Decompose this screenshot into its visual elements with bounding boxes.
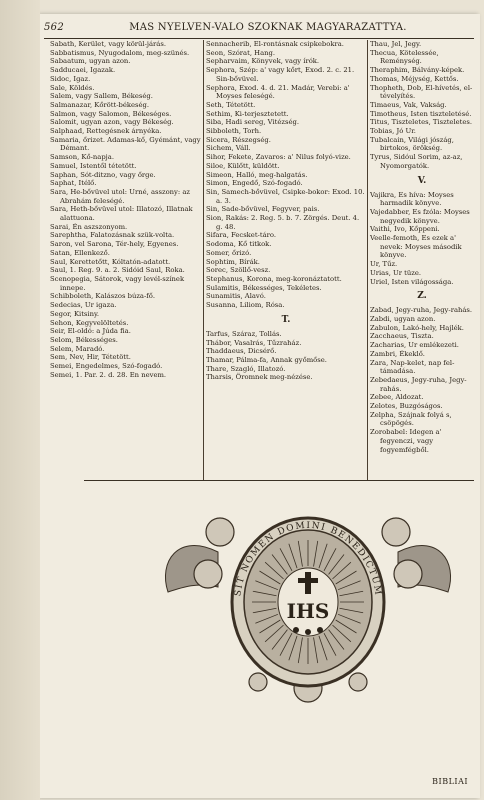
glossary-entry: Sion, Rakás: 2. Reg. 5. b. 7. Zörgés. Deut. 4. g. 48. — [206, 214, 360, 231]
glossary-entry: Thamar, Pálma-fa, Annak győmőse. — [206, 355, 327, 364]
glossary-entry: Zacchaeus, Tiszta. — [370, 332, 434, 341]
glossary-entry: Sichem, Váll. — [206, 144, 251, 153]
glossary-entry: Urias, Ur tüze. — [370, 268, 422, 277]
glossary-entry: Zorobabel: Idegen a' fegyenczi, vagy fogyemfégből. — [370, 428, 442, 454]
glossary-entry: Samaria, őrizet. Adamas-kő, Gyémánt, vagy Démant. — [50, 135, 201, 153]
book-page — [40, 14, 480, 798]
glossary-entry: Thaddaeus, Dicsérő. — [206, 347, 277, 356]
glossary-entry: Sephora, Szép: a' vagy kőrt, Exod. 2. c. 21. Sin-bővüvel. — [206, 66, 355, 83]
glossary-entry: Timotheus, Isten tiszteletésé. — [370, 109, 472, 118]
glossary-entry: Theraphim, Bálvány-képek. — [370, 66, 465, 75]
glossary-entry: Uriel, Isten világossága. — [370, 277, 454, 286]
glossary-entry: Sabaatum, ugyan azon. — [50, 57, 131, 66]
glossary-entry: Tobias, Jó Ur. — [370, 127, 416, 136]
glossary-entry: Saphan, Sót-ditzno, vagy őrge. — [50, 170, 156, 179]
glossary-entry: Scenopegia, Sátorok, vagy levél-színek innepe. — [50, 274, 185, 292]
glossary-entry: Satan, Ellenkező. — [50, 248, 110, 257]
glossary-entry: Vajedabber, Es fzóla: Moyses negyedik könyve. — [370, 207, 470, 225]
glossary-entry: Sin, Samech-bővüvel, Csipke-bokor: Exod. 10. a. 3. — [206, 187, 365, 205]
glossary-entry: Zebedaeus, Jegy-ruha, Jegy-rahás. — [370, 375, 467, 393]
glossary-entry: Zara, Nap-kelet, nap fel-támadása. — [370, 358, 455, 376]
glossary-entry: Semei, Engedelmes, Szó-fogadó. — [50, 362, 163, 371]
glossary-entry: Sabbatismus, Nyugodalom, meg-szünés. — [50, 48, 190, 57]
glossary-entry: Sehon, Kegyvelöltetés. — [50, 318, 129, 327]
glossary-entry: Sara, Heth-bővüvel utol: Illatozó, Illatnak alattuona. — [50, 205, 193, 223]
running-title: MAS NYELVEN-VALO SZOKNAK MAGYARAZATTYA. — [129, 22, 407, 33]
glossary-entry: Sidoc, Igaz. — [50, 74, 91, 83]
glossary-entry: Samson, Kő-napja. — [50, 153, 114, 162]
glossary-entry: Saphat, Itélő. — [50, 179, 97, 188]
glossary-entry: Thecua, Kötelessée, Reménység. — [370, 48, 439, 66]
header-rule — [44, 38, 474, 39]
glossary-entry: Seir, El-oldó: a Júda fia. — [50, 327, 131, 336]
section-letter: Z. — [417, 291, 427, 302]
column-3 — [370, 40, 474, 454]
glossary-entry: Tharsis, Öromnek meg-nézése. — [206, 373, 313, 382]
glossary-entry: Samuel, Istentől tétetött. — [50, 161, 137, 170]
glossary-entry: Zelpha, Szájnak folyá s, csöpögés. — [370, 410, 452, 428]
glossary-entry: Salomit, ugyan azon, vagy Békeség. — [50, 118, 174, 127]
section-letter: V. — [417, 175, 427, 186]
glossary-entry: Siba, Hadi sereg, Vitézség. — [206, 118, 299, 127]
glossary-entry: Sorec, Szöllő-vesz. — [206, 266, 271, 275]
column-divider — [203, 40, 204, 480]
glossary-entry: Vajikra, Es híva: Moyses harmadik könyve. — [370, 190, 454, 208]
glossary-entry: Salem, vagy Sallem, Békeség. — [50, 92, 153, 101]
glossary-entry: Saul, 1. Reg. 9. a. 2. Sidóid Saul, Roka. — [50, 266, 185, 275]
glossary-entry: Salphaad, Rettegésnek árnyéka. — [50, 127, 162, 136]
glossary-entry: Seon, Szórat, Hang. — [206, 48, 276, 57]
glossary-entry: Sunamitis, Alavó. — [206, 292, 266, 301]
glossary-entry: Schibboleth, Kalászos búza-fő. — [50, 292, 156, 301]
glossary-entry: Saul, Kerettetőtt, Kóltatón-adatott. — [50, 257, 171, 266]
glossary-entry: Sicera, Részegség. — [206, 135, 271, 144]
glossary-entry: Simon, Engedő, Szó-fogadó. — [206, 179, 303, 188]
glossary-entry: Sedecias, Ur igaza. — [50, 301, 117, 310]
glossary-columns — [48, 40, 474, 480]
glossary-entry: Sulamitis, Békességes, Tekéletes. — [206, 283, 322, 292]
glossary-entry: Selem, Maradó. — [50, 344, 105, 353]
glossary-entry: Sibboleth, Torh. — [206, 127, 262, 136]
column-2 — [206, 40, 366, 382]
glossary-entry: Salmanazar, Kőrött-békeség. — [50, 100, 150, 109]
running-header — [44, 22, 470, 36]
glossary-entry: Sarephtha, Falatozásnak szük-volta. — [50, 231, 175, 240]
column-1 — [50, 40, 202, 379]
page-number: 562 — [44, 22, 64, 33]
glossary-entry: Veelle-femoth, Es ezek a' nevek: Moyses második könyve. — [370, 234, 462, 260]
catchword: BIBLIAI — [432, 777, 468, 786]
glossary-entry: Vaithi, Ivo, Kőppeni. — [370, 225, 440, 234]
glossary-entry: Sennacherib, El-rontásnak csipkebokra. — [206, 40, 344, 48]
glossary-entry: Ur, Tűz. — [370, 260, 398, 269]
bottom-rule — [84, 480, 474, 481]
glossary-entry: Sabath, Kerület, vagy körül-járás. — [50, 40, 166, 48]
glossary-entry: Zabad, Jegy-ruha, Jegy-rahás. — [370, 306, 473, 315]
glossary-entry: Sethim, Ki-terjesztetett. — [206, 109, 289, 118]
glossary-entry: Timaeus, Vak, Vakság. — [370, 100, 447, 109]
section-letter: T. — [281, 314, 291, 325]
glossary-entry: Thopheth, Dob, El-hívetés, el-tévelyítés. — [370, 83, 473, 101]
glossary-entry: Titus, Tiszteletes, Tiszteletes. — [370, 118, 473, 127]
glossary-entry: Semei, 1. Par. 2. d. 28. En nevem. — [50, 370, 167, 379]
glossary-entry: Stephanus, Korona, meg-koronáztatott. — [206, 274, 342, 283]
emblem-motto: SIT NOMEN DOMINI BENEDICTUM — [233, 520, 383, 597]
glossary-entry: Sifara, Fecsket-táro. — [206, 231, 277, 240]
glossary-entry: Zambri, Ékeklő. — [370, 349, 425, 358]
glossary-entry: Tarfus, Száraz, Tollás. — [206, 329, 282, 338]
glossary-entry: Saron, vel Sarona, Tér-hely, Egyenes. — [50, 240, 179, 249]
glossary-entry: Thau, Jel, Jegy. — [370, 40, 422, 48]
glossary-entry: Zelotes, Buzgóságos. — [370, 402, 443, 411]
glossary-entry: Sem, Nev, Hir, Tétetött. — [50, 353, 131, 362]
glossary-entry: Sadducaei, Igazak. — [50, 66, 116, 75]
glossary-entry: Sale, Köldés. — [50, 83, 95, 92]
glossary-entry: Siloe, Külőtt, küldött. — [206, 161, 280, 170]
glossary-entry: Zebee, Aldozat. — [370, 393, 424, 402]
glossary-entry: Sophtim, Bírák. — [206, 257, 260, 266]
glossary-entry: Sara, He-bővüvel utol: Urné, asszony: az Abrahám feleségé. — [50, 187, 190, 205]
glossary-entry: Salmon, vagy Salomon, Békeséges. — [50, 109, 172, 118]
glossary-entry: Sihor, Fekete, Zavaros: a' Nilus folyó-vize. — [206, 153, 351, 162]
glossary-entry: Sephora, Exod. 4. d. 21. Madár, Verebi: a' Moyses feleségé. — [206, 83, 350, 101]
ihs-monogram: IHS — [286, 599, 330, 623]
glossary-entry: Sodoma, Kő titkok. — [206, 240, 272, 249]
glossary-entry: Zabulon, Lakó-hely, Hajlék. — [370, 323, 464, 332]
glossary-entry: Susanna, Liliom, Rósa. — [206, 301, 285, 310]
glossary-entry: Thomas, Méjység, Kettős. — [370, 74, 459, 83]
glossary-entry: Segor, Kitsiny. — [50, 309, 100, 318]
glossary-entry: Tyrus, Sidóul Sorim, az-az, Nyomorgatók. — [370, 153, 463, 170]
column-divider — [367, 40, 368, 480]
glossary-entry: Sarai, Én aszszonyom. — [50, 222, 128, 231]
glossary-entry: Zacharias, Ur emlékezeti. — [370, 341, 459, 350]
glossary-entry: Sin, Sade-bővüvel, Fegyver, pais. — [206, 205, 320, 214]
glossary-entry: Seth, Tétetött. — [206, 100, 256, 109]
glossary-entry: Thábor, Vasalrás, Tűzraház. — [206, 338, 302, 347]
ihs-emblem — [158, 492, 458, 712]
glossary-entry: Sepharvaim, Könyvek, vagy írók. — [206, 57, 320, 66]
glossary-entry: Selom, Békességes. — [50, 335, 118, 344]
glossary-entry: Somer, őrizó. — [206, 248, 252, 257]
glossary-entry: Simeon, Halló, meg-halgatás. — [206, 170, 308, 179]
glossary-entry: Thare, Szagló, Illatozó. — [206, 364, 286, 373]
glossary-entry: Tubalcain, Világi jószág, birtokos, örökség. — [370, 135, 454, 153]
glossary-entry: Zabdi, ugyan azon. — [370, 314, 436, 323]
